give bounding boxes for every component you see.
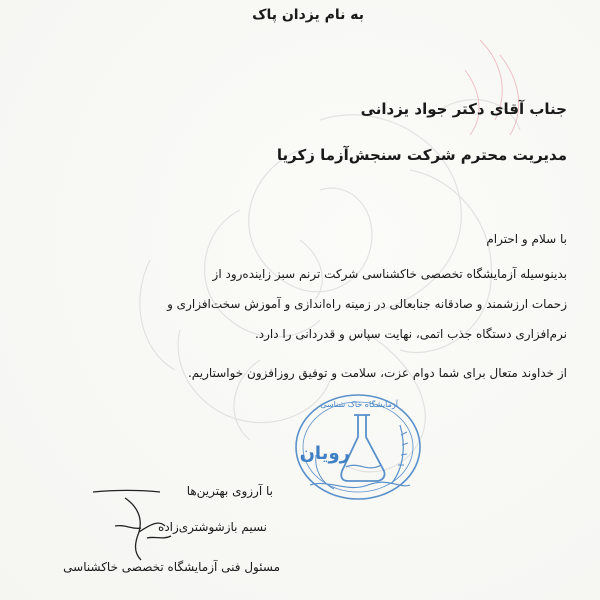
- closing-wish: از خداوند متعال برای شما دوام عزت، سلامت و توفیق روزافزون خواستاریم.: [187, 366, 567, 380]
- recipient-name: جناب آقای دکتر جواد یزدانی: [360, 100, 567, 118]
- greeting: با سلام و احترام: [486, 232, 567, 246]
- body-line-2: زحمات ارزشمند و صادقانه جنابعالی در زمینه راه‌اندازی و آموزش سخت‌افزاری و: [167, 297, 567, 311]
- laboratory-stamp: [288, 385, 428, 505]
- signer-title: مسئول فنی آزمایشگاه تخصصی خاکشناسی: [63, 560, 280, 574]
- stamp-brand-text: رویان: [299, 443, 350, 464]
- stamp-arc-text: آزمایشگاه خاک شناسی: [320, 400, 398, 409]
- body-line-3: نرم‌افزاری دستگاه جذب اتمی، نهایت سپاس و قدردانی را دارد.: [254, 327, 567, 341]
- regards-line: با آرزوی بهترین‌ها: [186, 484, 273, 498]
- signer-name: نسیم بازشوشتری‌زاده: [158, 520, 267, 534]
- invocation-heading: به نام یزدان پاک: [252, 7, 364, 23]
- recipient-organization: مدیریت محترم شرکت سنجش‌آزما زکریا: [276, 146, 567, 164]
- body-line-1: بدینوسیله آزمایشگاه تخصصی خاکشناسی شرکت ترنم سبز زاینده‌رود از: [212, 267, 567, 281]
